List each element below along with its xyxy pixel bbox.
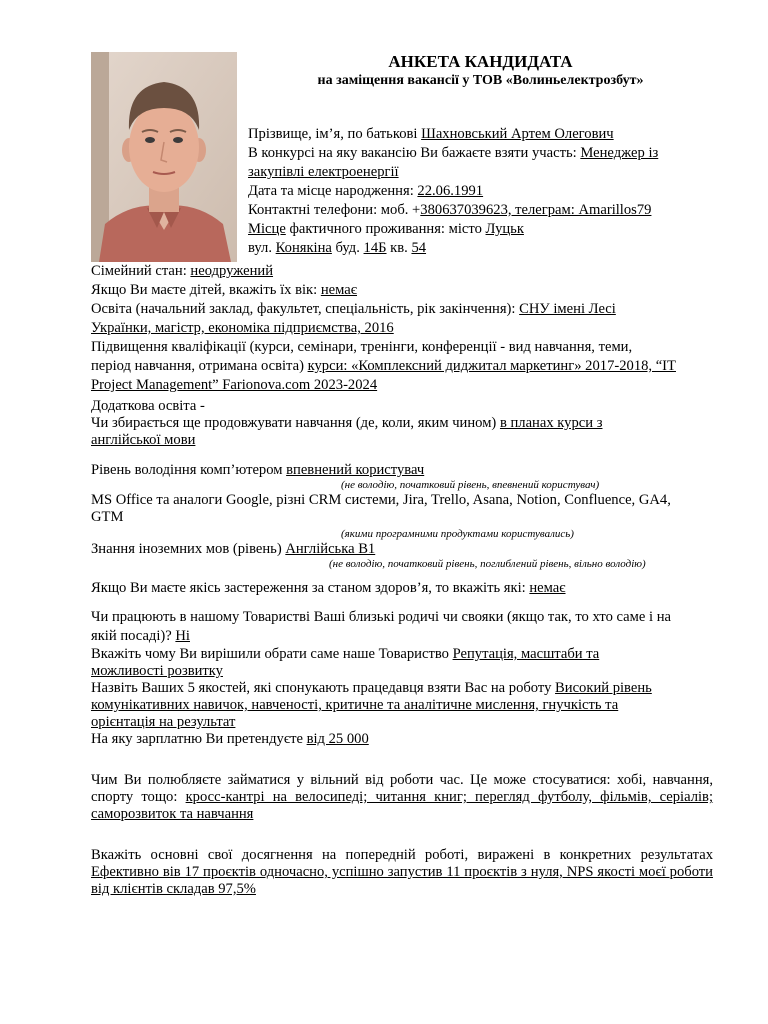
health-line: Якщо Ви маєте якісь застереження за станом здоров’я, то вкажіть які: немає bbox=[91, 580, 566, 596]
software-line: MS Office та аналоги Google, різні CRM системи, Jira, Trello, Asana, Notion, Confluence, GA4, bbox=[91, 492, 671, 508]
phone-value: 380637039623, телеграм: Amarillos79 bbox=[420, 202, 652, 218]
family-value: неодружений bbox=[190, 263, 274, 279]
qualities-line: Назвіть Ваших 5 якостей, які спонукають працедавця взяти Вас на роботу Високий рівень bbox=[91, 680, 652, 696]
language-hint: (не володію, початковий рівень, поглиблений рівень, вільно володію) bbox=[329, 558, 646, 570]
relatives-value: Ні bbox=[175, 628, 190, 644]
residence-line: Місце фактичного проживання: місто Луцьк bbox=[248, 221, 524, 237]
children-value: немає bbox=[320, 282, 357, 298]
continue-line-2: англійської мови bbox=[91, 432, 196, 448]
salary-value: від 25 000 bbox=[306, 731, 369, 747]
name-value: Шахновський Артем Олегович bbox=[421, 126, 614, 142]
qualities-line-2: комунікативних навичок, навченості, критичне та аналітичне мислення, гнучкість та bbox=[91, 697, 619, 713]
apartment-value: 54 bbox=[411, 240, 427, 256]
computer-value: впевнений користувач bbox=[286, 462, 425, 478]
qualification-line: Підвищення кваліфікації (курси, семінари, тренінги, конференції - вид навчання, теми, bbox=[91, 339, 633, 355]
computer-line: Рівень володіння комп’ютером впевнений користувач bbox=[91, 462, 425, 478]
phone-line: Контактні телефони: моб. +380637039623, телеграм: Amarillos79 bbox=[248, 202, 652, 218]
family-line: Сімейний стан: неодружений bbox=[91, 263, 274, 279]
children-line: Якщо Ви маєте дітей, вкажіть їх вік: немає bbox=[91, 282, 357, 298]
name-line: Прізвище, ім’я, по батькові Шахновський Артем Олегович bbox=[248, 126, 614, 142]
language-value: Англійська B1 bbox=[285, 541, 376, 557]
building-value: 14Б bbox=[363, 240, 387, 256]
address-line: вул. Конякіна буд. 14Б кв. 54 bbox=[248, 240, 427, 256]
form-subtitle: на заміщення вакансії у ТОВ «Волиньелектрозбут» bbox=[317, 73, 644, 88]
personal-info bbox=[248, 125, 713, 258]
vacancy-line: В конкурсі на яку вакансію Ви бажаєте взяти участь: Менеджер із bbox=[248, 145, 659, 161]
additional-education: Додаткова освіта - bbox=[91, 398, 205, 414]
form-title: АНКЕТА КАНДИДАТА bbox=[388, 52, 573, 71]
qualities-line-3: орієнтація на результат bbox=[91, 714, 236, 730]
qualification-line-2: період навчання, отримана освіта) курси: «Комплексний диджитал маркетинг» 2017-2018, “IT bbox=[91, 358, 676, 374]
qualification-line-3: Project Management” Farionova.com 2023-2024 bbox=[91, 377, 378, 393]
continue-line: Чи збирається ще продовжувати навчання (де, коли, яким чином) в планах курси з bbox=[91, 415, 603, 431]
why-line-2: можливості розвитку bbox=[91, 663, 223, 679]
qualities-value: Високий рівень bbox=[555, 680, 652, 696]
qualification-value: курси: «Комплексний диджитал маркетинг» 2017-2018, “IT bbox=[307, 358, 676, 374]
vacancy-value: Менеджер із bbox=[580, 145, 659, 161]
language-line: Знання іноземних мов (рівень) Англійська B1 bbox=[91, 541, 376, 557]
salary-line: На яку зарплатню Ви претендуєте від 25 000 bbox=[91, 731, 369, 747]
software-line-2: GTM bbox=[91, 509, 124, 525]
achievements-value: Ефективно вів 17 проєктів одночасно, успішно запустив 11 проєктів з нуля, NPS якості моєї роботи від клієнтів складав 97,5% bbox=[91, 864, 713, 897]
birth-line: Дата та місце народження: 22.06.1991 bbox=[248, 183, 484, 199]
hobby-paragraph: Чим Ви полюбляєте займатися у вільний від роботи час. Це може стосуватися: хобі, навчання, спорту тощо: кросс-кантрі на велосипеді; читання книг; перегляд футболу, фільмів, серіалів; саморозвиток та навчання bbox=[91, 772, 714, 822]
education-line-2: Українки, магістр, економіка підприємства, 2016 bbox=[91, 320, 394, 336]
computer-hint: (не володію, початковий рівень, впевнений користувач) bbox=[341, 479, 600, 491]
continue-value: в планах курси з bbox=[499, 415, 603, 431]
street-value: Конякіна bbox=[275, 240, 332, 256]
why-value: Репутація, масштаби та bbox=[452, 646, 600, 662]
candidate-photo bbox=[91, 52, 237, 262]
software-hint: (якими програмними продуктами користувались) bbox=[341, 528, 574, 540]
health-value: немає bbox=[529, 580, 566, 596]
relatives-line-2: якій посаді)? Ні bbox=[91, 628, 190, 644]
form-header bbox=[248, 52, 713, 90]
birth-value: 22.06.1991 bbox=[417, 183, 484, 199]
relatives-line: Чи працюють в нашому Товаристві Ваші близькі родичі чи свояки (якщо так, то хто саме і на bbox=[91, 609, 672, 625]
city-value: Луцьк bbox=[485, 221, 524, 237]
achievements-paragraph: Вкажіть основні свої досягнення на попередній роботі, виражені в конкретних результатах Ефективно вів 17 проєктів одночасно, успішно запустив 11 проєктів з нуля, NPS якості моєї роботи від клієнтів складав 97,5% bbox=[91, 847, 713, 897]
education-value: СНУ імені Лесі bbox=[519, 301, 616, 317]
why-line: Вкажіть чому Ви вирішили обрати саме наше Товариство Репутація, масштаби та bbox=[91, 646, 600, 662]
main-info bbox=[91, 262, 713, 898]
vacancy-line-2: закупівлі електроенергії bbox=[248, 164, 399, 180]
education-line: Освіта (начальний заклад, факультет, спеціальність, рік закінчення): СНУ імені Лесі bbox=[91, 301, 616, 317]
hobby-value: кросс-кантрі на велосипеді; читання книг; перегляд футболу, фільмів, серіалів; саморозвиток та навчання bbox=[91, 789, 714, 822]
